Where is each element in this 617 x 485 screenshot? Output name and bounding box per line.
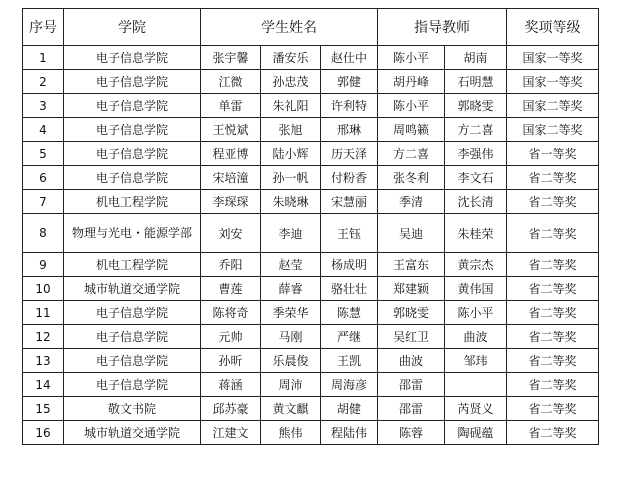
student-cell: 周沛 (261, 373, 321, 397)
student-cell: 王悦斌 (201, 118, 261, 142)
student-cell: 陈慧 (321, 301, 378, 325)
table-row (23, 349, 599, 373)
index-cell: 3 (23, 94, 64, 118)
advisor-cell: 方二喜 (445, 118, 507, 142)
advisor-cell: 芮贤义 (445, 397, 507, 421)
index-cell: 9 (23, 253, 64, 277)
student-cell: 陆小辉 (261, 142, 321, 166)
student-cell: 蒋涵 (201, 373, 261, 397)
advisor-cell: 陈小平 (445, 301, 507, 325)
student-cell: 孙一帆 (261, 166, 321, 190)
table-row (23, 373, 599, 397)
college-cell: 电子信息学院 (64, 142, 201, 166)
award-cell: 省二等奖 (507, 301, 599, 325)
college-cell: 敬文书院 (64, 397, 201, 421)
student-cell: 郭健 (321, 70, 378, 94)
award-cell: 省二等奖 (507, 325, 599, 349)
table-row (23, 46, 599, 70)
student-cell: 张宇馨 (201, 46, 261, 70)
student-cell: 赵仕中 (321, 46, 378, 70)
advisor-cell: 沈长清 (445, 190, 507, 214)
table-row (23, 118, 599, 142)
advisor-cell: 胡丹峰 (378, 70, 445, 94)
advisor-cell: 陈小平 (378, 94, 445, 118)
college-cell: 城市轨道交通学院 (64, 421, 201, 445)
table-row (23, 325, 599, 349)
advisor-cell: 邵雷 (378, 397, 445, 421)
student-cell: 曹莲 (201, 277, 261, 301)
advisor-cell: 郭晓雯 (378, 301, 445, 325)
college-cell: 机电工程学院 (64, 190, 201, 214)
advisor-cell: 邹玮 (445, 349, 507, 373)
student-cell: 许利特 (321, 94, 378, 118)
advisor-cell: 郑建颖 (378, 277, 445, 301)
student-cell: 邢琳 (321, 118, 378, 142)
college-cell: 电子信息学院 (64, 373, 201, 397)
advisor-cell: 陈小平 (378, 46, 445, 70)
index-cell: 14 (23, 373, 64, 397)
table-row (23, 301, 599, 325)
student-cell: 王凯 (321, 349, 378, 373)
index-cell: 13 (23, 349, 64, 373)
award-cell: 国家一等奖 (507, 46, 599, 70)
table-row (23, 253, 599, 277)
index-cell: 16 (23, 421, 64, 445)
advisor-cell: 陈蓉 (378, 421, 445, 445)
index-cell: 7 (23, 190, 64, 214)
table-row (23, 397, 599, 421)
index-cell: 4 (23, 118, 64, 142)
student-cell: 邱苏豪 (201, 397, 261, 421)
student-cell: 单雷 (201, 94, 261, 118)
student-cell: 历天泽 (321, 142, 378, 166)
award-cell: 省二等奖 (507, 349, 599, 373)
awards-table (22, 8, 599, 445)
college-cell: 城市轨道交通学院 (64, 277, 201, 301)
advisor-cell: 张冬利 (378, 166, 445, 190)
college-cell: 电子信息学院 (64, 301, 201, 325)
advisor-cell: 曲波 (445, 325, 507, 349)
student-cell: 李琛琛 (201, 190, 261, 214)
student-cell: 付粉香 (321, 166, 378, 190)
header-advisors: 指导教师 (378, 9, 507, 46)
student-cell: 严继 (321, 325, 378, 349)
advisor-cell (445, 373, 507, 397)
student-cell: 潘安乐 (261, 46, 321, 70)
award-cell: 省二等奖 (507, 190, 599, 214)
index-cell: 5 (23, 142, 64, 166)
table-row (23, 166, 599, 190)
college-cell: 机电工程学院 (64, 253, 201, 277)
student-cell: 乔阳 (201, 253, 261, 277)
student-cell: 刘安 (201, 214, 261, 253)
advisor-cell: 黄宗杰 (445, 253, 507, 277)
advisor-cell: 郭晓雯 (445, 94, 507, 118)
index-cell: 10 (23, 277, 64, 301)
college-cell: 电子信息学院 (64, 70, 201, 94)
student-cell: 王钰 (321, 214, 378, 253)
advisor-cell: 石明慧 (445, 70, 507, 94)
advisor-cell: 邵雷 (378, 373, 445, 397)
college-cell: 电子信息学院 (64, 349, 201, 373)
student-cell: 季荣华 (261, 301, 321, 325)
advisor-cell: 朱桂荣 (445, 214, 507, 253)
award-cell: 国家二等奖 (507, 118, 599, 142)
table-row (23, 190, 599, 214)
student-cell: 乐晨俊 (261, 349, 321, 373)
index-cell: 11 (23, 301, 64, 325)
table-row (23, 421, 599, 445)
table-row (23, 94, 599, 118)
table-row (23, 277, 599, 301)
student-cell: 朱晓琳 (261, 190, 321, 214)
college-cell: 电子信息学院 (64, 94, 201, 118)
college-cell: 电子信息学院 (64, 325, 201, 349)
award-cell: 省二等奖 (507, 373, 599, 397)
index-cell: 2 (23, 70, 64, 94)
table-row (23, 214, 599, 253)
index-cell: 1 (23, 46, 64, 70)
student-cell: 孙昕 (201, 349, 261, 373)
advisor-cell: 周鸣籁 (378, 118, 445, 142)
student-cell: 程陆伟 (321, 421, 378, 445)
advisor-cell: 黄伟国 (445, 277, 507, 301)
advisor-cell: 吴迪 (378, 214, 445, 253)
student-cell: 胡健 (321, 397, 378, 421)
award-cell: 省二等奖 (507, 277, 599, 301)
award-cell: 国家二等奖 (507, 94, 599, 118)
student-cell: 孙忠茂 (261, 70, 321, 94)
award-cell: 省二等奖 (507, 253, 599, 277)
advisor-cell: 李文石 (445, 166, 507, 190)
student-cell: 宋培潼 (201, 166, 261, 190)
index-cell: 8 (23, 214, 64, 253)
advisor-cell: 王富东 (378, 253, 445, 277)
advisor-cell: 李强伟 (445, 142, 507, 166)
student-cell: 杨成明 (321, 253, 378, 277)
award-cell: 省二等奖 (507, 214, 599, 253)
student-cell: 朱礼阳 (261, 94, 321, 118)
award-cell: 省二等奖 (507, 397, 599, 421)
index-cell: 15 (23, 397, 64, 421)
student-cell: 宋慧丽 (321, 190, 378, 214)
header-award: 奖项等级 (507, 9, 599, 46)
advisor-cell: 季清 (378, 190, 445, 214)
award-cell: 省一等奖 (507, 142, 599, 166)
student-cell: 赵莹 (261, 253, 321, 277)
student-cell: 马刚 (261, 325, 321, 349)
student-cell: 元帅 (201, 325, 261, 349)
table-row (23, 70, 599, 94)
student-cell: 周海彦 (321, 373, 378, 397)
advisor-cell: 胡南 (445, 46, 507, 70)
student-cell: 江微 (201, 70, 261, 94)
college-cell: 电子信息学院 (64, 46, 201, 70)
advisor-cell: 陶砚蕴 (445, 421, 507, 445)
index-cell: 6 (23, 166, 64, 190)
table-row (23, 142, 599, 166)
advisor-cell: 方二喜 (378, 142, 445, 166)
header-students: 学生姓名 (201, 9, 378, 46)
advisor-cell: 吴红卫 (378, 325, 445, 349)
award-cell: 国家一等奖 (507, 70, 599, 94)
advisor-cell: 曲波 (378, 349, 445, 373)
college-cell: 电子信息学院 (64, 118, 201, 142)
student-cell: 李迪 (261, 214, 321, 253)
student-cell: 熊伟 (261, 421, 321, 445)
college-cell: 物理与光电・能源学部 (64, 214, 201, 253)
award-cell: 省二等奖 (507, 166, 599, 190)
header-row (23, 9, 599, 46)
college-cell: 电子信息学院 (64, 166, 201, 190)
student-cell: 薛睿 (261, 277, 321, 301)
award-cell: 省二等奖 (507, 421, 599, 445)
student-cell: 江建文 (201, 421, 261, 445)
header-college: 学院 (64, 9, 201, 46)
student-cell: 骆壮壮 (321, 277, 378, 301)
header-index: 序号 (23, 9, 64, 46)
student-cell: 陈将奇 (201, 301, 261, 325)
student-cell: 黄文麒 (261, 397, 321, 421)
student-cell: 程亚博 (201, 142, 261, 166)
index-cell: 12 (23, 325, 64, 349)
student-cell: 张旭 (261, 118, 321, 142)
